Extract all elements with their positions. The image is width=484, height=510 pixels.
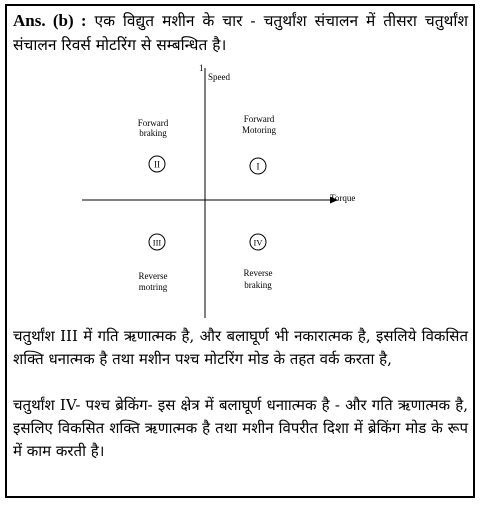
quadrant-iii-numeral: III — [152, 237, 162, 248]
torque-axis-label: Torque — [330, 193, 356, 203]
quadrant-iii-label-line2: motring — [138, 282, 168, 292]
quadrant-iv-label-line1: Reverse — [243, 268, 273, 278]
quadrant-ii-label-line1: Forward — [137, 118, 169, 128]
speed-axis-label: Speed — [208, 72, 230, 82]
four-quadrant-diagram — [82, 60, 356, 322]
answer-text: एक विद्युत मशीन के चार - चतुर्थांश संचालन में तीसरा चतुर्थांश संचालन रिवर्स मोटरिंग से सम्बन्धित है। — [13, 12, 468, 54]
quadrant-iii-label-line1: Reverse — [138, 271, 168, 281]
quadrant-i-label-line2: Motoring — [241, 125, 277, 135]
answer-paragraph — [13, 9, 468, 57]
quadrant-i-numeral: I — [256, 161, 260, 172]
quadrant-ii-numeral: II — [154, 159, 160, 170]
quadrant-iv-numeral: IV — [253, 237, 263, 248]
quadrant-iv-label-line2: braking — [244, 280, 272, 290]
speed-tick-label: 1 — [199, 63, 204, 73]
quadrant-iii-explanation: चतुर्थांश III में गति ऋणात्मक है, और बलाघूर्ण भी नकारात्मक है, इसलिये विकसित शक्ति धनात्मक है तथा मशीन पश्च मोटरिंग मोड के तहत वर्क करता है, — [13, 327, 468, 368]
quadrant-iv-explanation: चतुर्थांश IV- पश्च ब्रेकिंग- इस क्षेत्र में बलाघूर्ण धनाात्मक है - और गति ऋणात्मक है, इसलिए विकसित शक्ति ऋणात्मक है तथा मशीन विपरीत दिशा में ब्रेकिंग मोड के रूप में काम करती है। — [13, 396, 468, 460]
quadrant-ii-label-line2: braking — [139, 128, 167, 138]
answer-label: Ans. (b) : — [13, 11, 87, 30]
quadrant-i-label-line1: Forward — [243, 114, 275, 124]
